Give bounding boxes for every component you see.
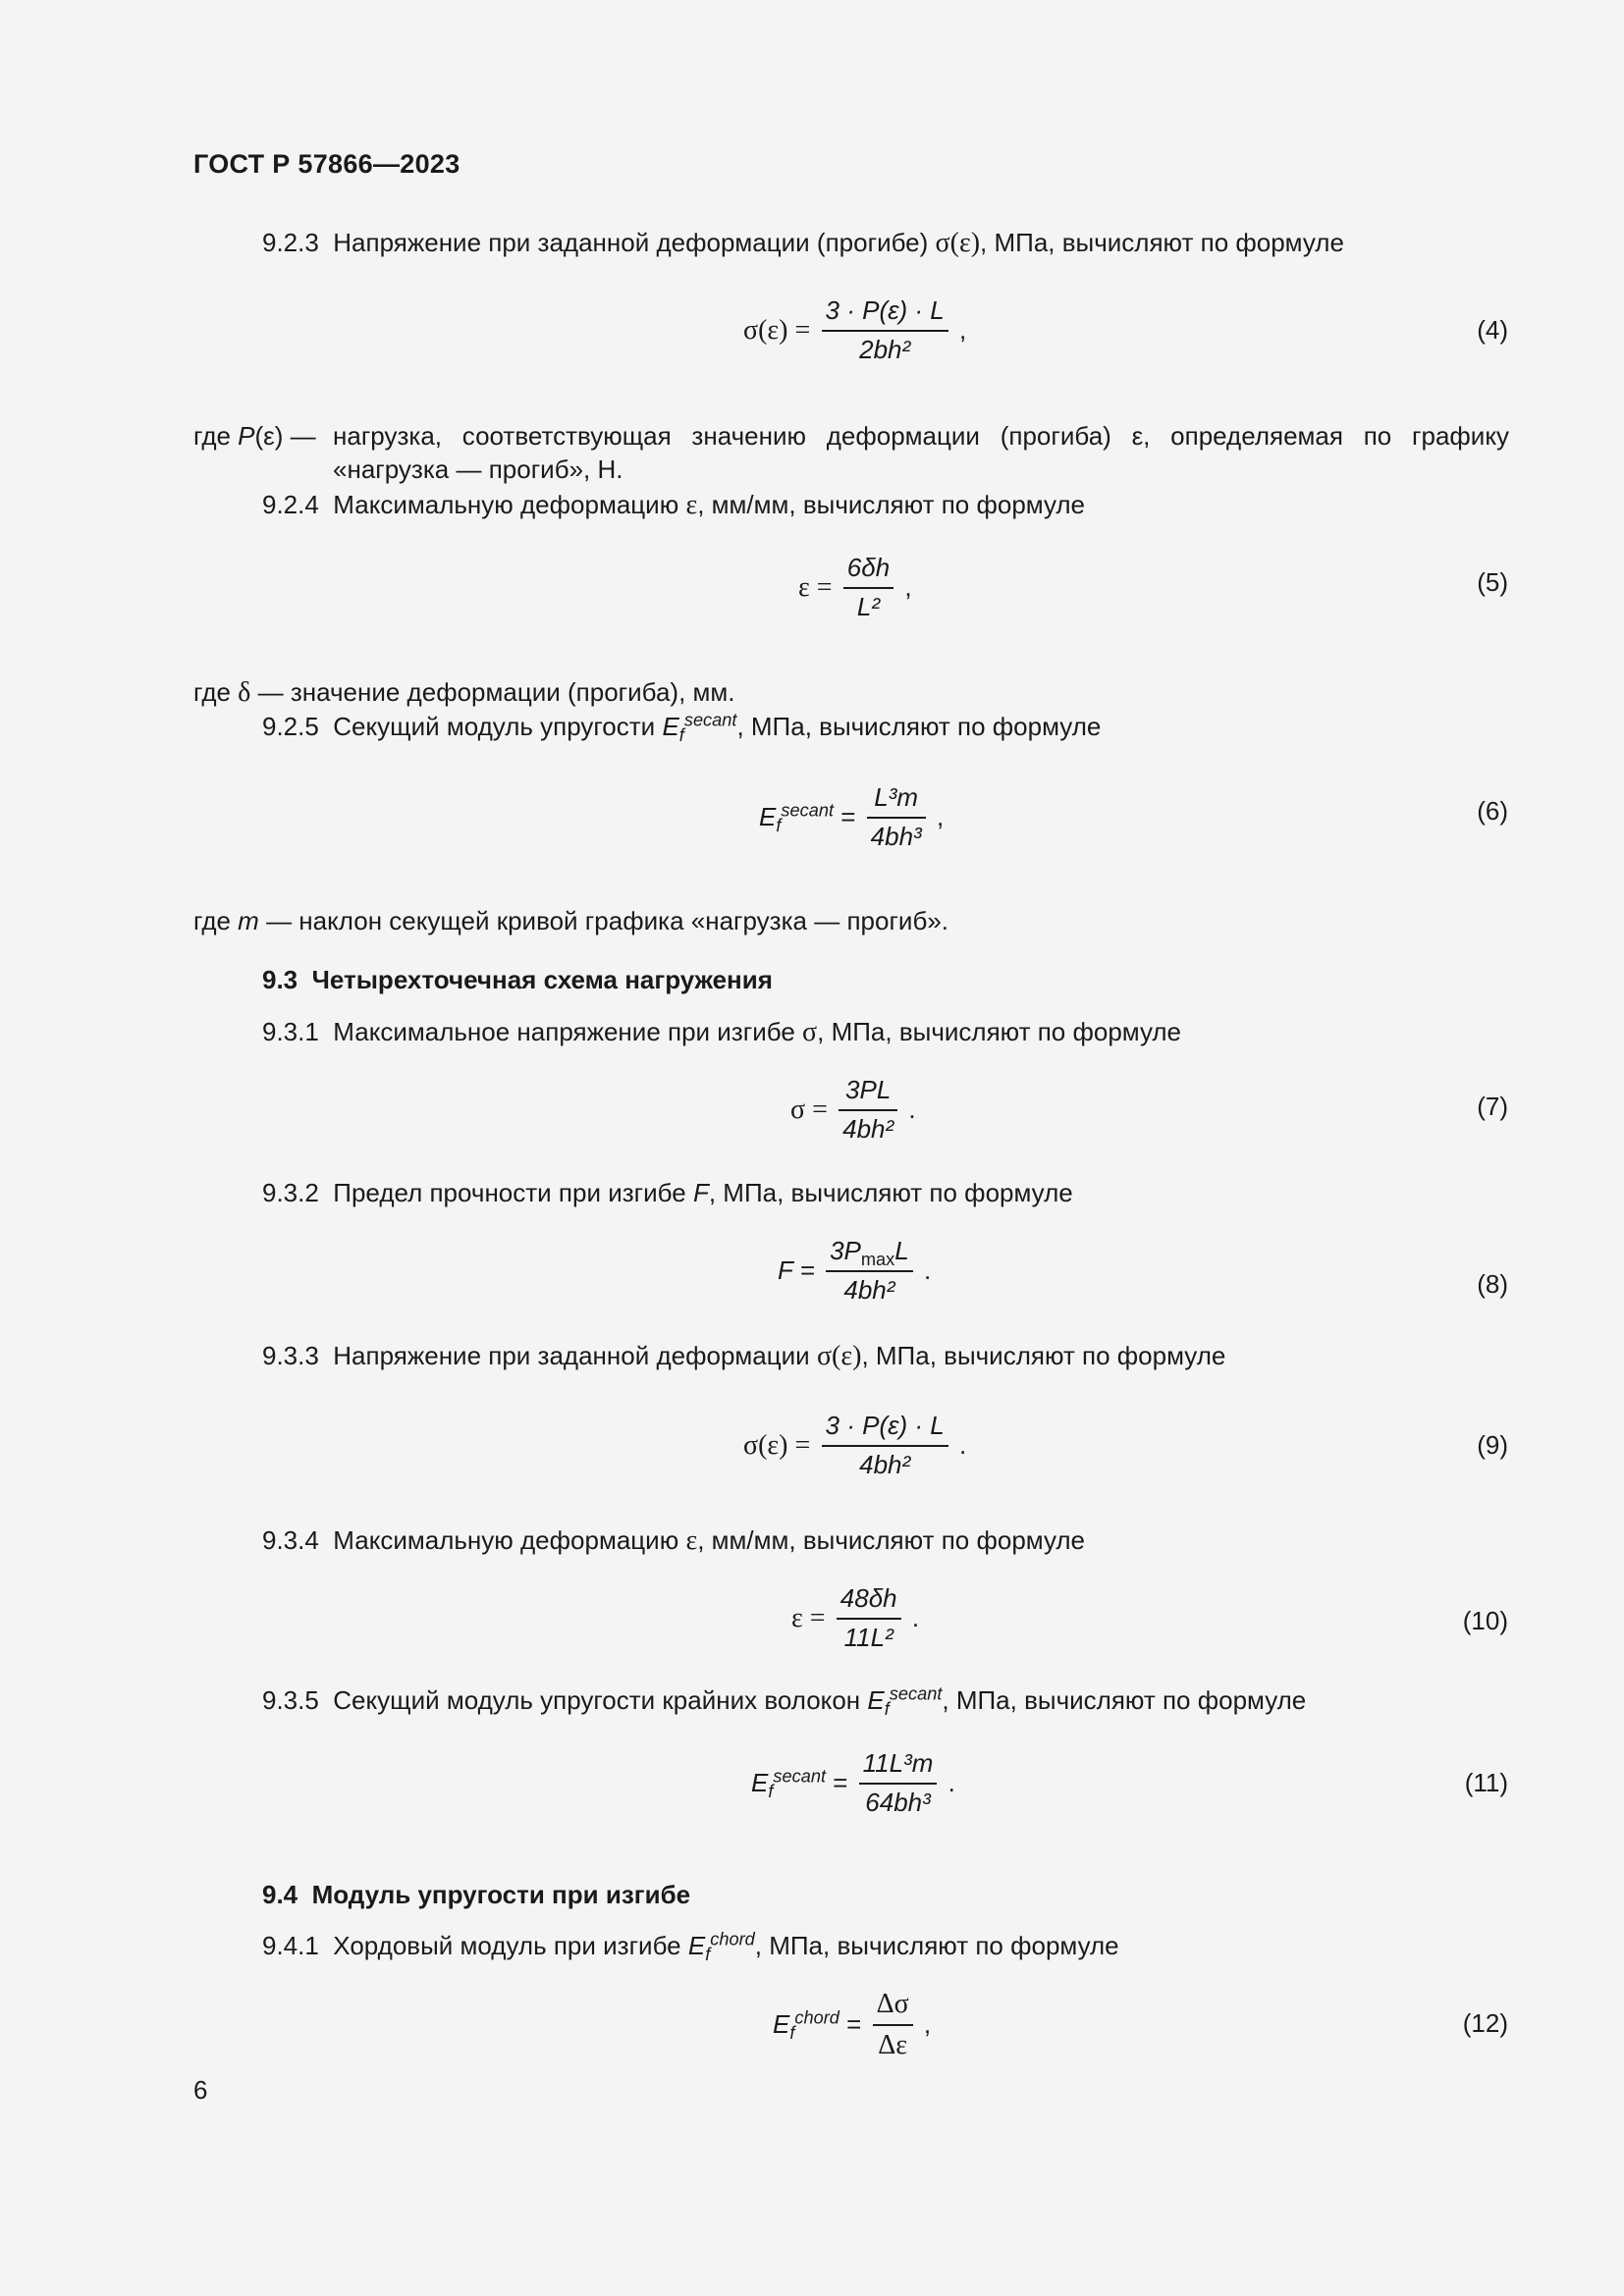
where-label: где bbox=[193, 677, 239, 707]
formula-numerator: $3P_{max}L$ bbox=[826, 1235, 913, 1272]
formula-lhs: ε = bbox=[791, 1602, 826, 1633]
clause-9-3-5 bbox=[262, 1684, 1306, 1718]
symbol: m bbox=[238, 906, 259, 935]
clause-number: 9.2.5 bbox=[262, 712, 319, 741]
formula-lhs: σ(ε) = bbox=[743, 314, 811, 346]
clause-9-2-3 bbox=[262, 226, 1344, 261]
clause-text: Секущий модуль упругости крайних волокон bbox=[333, 1685, 868, 1715]
clause-text: , МПа, вычисляют по формуле bbox=[861, 1341, 1226, 1370]
formula-4 bbox=[743, 294, 966, 367]
symbol: F bbox=[692, 1178, 709, 1207]
formula-numerator: 11L³m bbox=[859, 1747, 938, 1785]
equation-number: (7) bbox=[1477, 1092, 1508, 1121]
formula-punct: , bbox=[904, 571, 912, 602]
clause-number: 9.3.4 bbox=[262, 1525, 319, 1555]
formula-denominator: 2bh² bbox=[859, 334, 911, 364]
formula-9 bbox=[743, 1410, 966, 1482]
symbol-subscript: f bbox=[705, 1945, 711, 1965]
formula-fraction bbox=[873, 1987, 913, 2064]
where-delta-line bbox=[193, 675, 735, 711]
formula-punct: , bbox=[923, 2009, 932, 2040]
clause-text: , МПа, вычисляют по формуле bbox=[980, 228, 1344, 257]
formula-denominator: 11L² bbox=[843, 1622, 893, 1652]
equation-number: (4) bbox=[1477, 315, 1508, 345]
page-number: 6 bbox=[193, 2075, 208, 2105]
where-definition: — значение деформации (прогиба), мм. bbox=[250, 677, 735, 707]
equals-sign: = bbox=[840, 801, 856, 831]
symbol: σ(ε) bbox=[816, 1341, 862, 1371]
where-p-line bbox=[193, 420, 316, 454]
clause-9-2-4 bbox=[262, 488, 1085, 523]
formula-numerator: 3 · P(ε) · L bbox=[822, 294, 948, 332]
clause-9-3-3 bbox=[262, 1339, 1225, 1374]
formula-numerator: Δσ bbox=[873, 1987, 913, 2026]
symbol: ε bbox=[685, 1525, 698, 1556]
symbol: E bbox=[662, 712, 679, 741]
section-9-4-heading bbox=[262, 1879, 690, 1912]
formula-denominator: 4bh² bbox=[842, 1113, 894, 1144]
clause-text: , МПа, вычисляют по формуле bbox=[817, 1017, 1182, 1046]
clause-number: 9.3.1 bbox=[262, 1017, 319, 1046]
clause-text: , МПа, вычисляют по формуле bbox=[942, 1685, 1307, 1715]
equals-sign: = bbox=[846, 2009, 862, 2040]
formula-fraction bbox=[859, 1747, 938, 1820]
formula-numerator: 3PL bbox=[839, 1074, 897, 1111]
where-label: где bbox=[193, 906, 239, 935]
equation-number: (6) bbox=[1477, 796, 1508, 826]
formula-denominator: 64bh³ bbox=[865, 1787, 931, 1817]
symbol: P bbox=[238, 421, 255, 451]
symbol: σ(ε) bbox=[935, 228, 981, 258]
where-label: где bbox=[193, 421, 239, 451]
symbol-superscript: secant bbox=[889, 1683, 943, 1704]
formula-punct: , bbox=[936, 801, 945, 831]
clause-9-3-4 bbox=[262, 1523, 1085, 1559]
formula-6 bbox=[759, 781, 944, 854]
formula-denominator: L² bbox=[856, 591, 881, 621]
symbol: δ bbox=[238, 677, 251, 708]
clause-text: Хордовый модуль при изгибе bbox=[333, 1931, 688, 1960]
clause-number: 9.4.1 bbox=[262, 1931, 319, 1960]
formula-punct: . bbox=[958, 1429, 967, 1460]
formula-lhs: σ(ε) = bbox=[743, 1429, 811, 1461]
clause-text: , мм/мм, вычисляют по формуле bbox=[697, 490, 1086, 519]
formula-lhs: $E_f^{secant}$ bbox=[751, 1766, 826, 1802]
equation-number: (5) bbox=[1477, 567, 1508, 597]
formula-lhs: ε = bbox=[798, 571, 833, 603]
equation-number: (8) bbox=[1477, 1269, 1508, 1299]
clause-text: , МПа, вычисляют по формуле bbox=[736, 712, 1102, 741]
clause-text: Предел прочности при изгибе bbox=[333, 1178, 693, 1207]
symbol-superscript: secant bbox=[683, 710, 737, 730]
formula-punct: , bbox=[958, 314, 967, 345]
formula-lhs: $E_f^{secant}$ bbox=[759, 800, 834, 836]
symbol: E bbox=[867, 1685, 885, 1715]
formula-punct: . bbox=[923, 1255, 932, 1285]
symbol-subscript: f bbox=[884, 1699, 890, 1720]
section-number: 9.3 bbox=[262, 965, 298, 994]
clause-number: 9.2.4 bbox=[262, 490, 319, 519]
formula-denominator: 4bh² bbox=[859, 1449, 911, 1479]
equation-number: (12) bbox=[1462, 2008, 1508, 2038]
symbol: σ bbox=[802, 1017, 818, 1047]
section-title: Модуль упругости при изгибе bbox=[311, 1880, 691, 1909]
formula-numerator: 48δh bbox=[837, 1582, 901, 1620]
formula-lhs: $E_f^{chord}$ bbox=[773, 2007, 839, 2044]
formula-8 bbox=[778, 1235, 931, 1308]
formula-denominator: 4bh² bbox=[843, 1274, 895, 1305]
symbol: ε bbox=[685, 490, 698, 520]
clause-text: Напряжение при заданной деформации bbox=[333, 1341, 817, 1370]
dash: — bbox=[283, 421, 316, 451]
formula-fraction bbox=[839, 1074, 897, 1147]
equation-number: (9) bbox=[1477, 1430, 1508, 1460]
symbol-subscript: f bbox=[678, 725, 684, 746]
equals-sign: = bbox=[833, 1767, 848, 1797]
formula-lhs: F = bbox=[778, 1255, 815, 1285]
section-9-3-heading bbox=[262, 964, 773, 997]
equation-number: (10) bbox=[1462, 1606, 1508, 1635]
clause-text: Секущий модуль упругости bbox=[333, 712, 663, 741]
formula-fraction bbox=[837, 1582, 901, 1655]
formula-10 bbox=[791, 1582, 919, 1655]
clause-text: Максимальную деформацию bbox=[333, 490, 686, 519]
clause-number: 9.3.5 bbox=[262, 1685, 319, 1715]
formula-5 bbox=[798, 552, 912, 624]
formula-punct: . bbox=[908, 1094, 916, 1124]
formula-numerator: L³m bbox=[867, 781, 926, 819]
clause-text: Максимальную деформацию bbox=[333, 1525, 686, 1555]
where-m-line bbox=[193, 905, 948, 938]
formula-denominator: Δε bbox=[878, 2030, 907, 2061]
clause-text: Напряжение при заданной деформации (прогибе) bbox=[333, 228, 936, 257]
clause-9-3-2 bbox=[262, 1177, 1073, 1210]
section-number: 9.4 bbox=[262, 1880, 298, 1909]
equation-number: (11) bbox=[1464, 1768, 1508, 1797]
clause-9-3-1 bbox=[262, 1015, 1181, 1050]
clause-number: 9.3.2 bbox=[262, 1178, 319, 1207]
formula-denominator: 4bh³ bbox=[870, 821, 922, 851]
formula-12 bbox=[773, 1987, 931, 2064]
symbol-arg: (ε) bbox=[254, 421, 284, 451]
formula-fraction bbox=[822, 1410, 948, 1482]
formula-lhs: σ = bbox=[790, 1094, 828, 1125]
clause-text: , МПа, вычисляют по формуле bbox=[708, 1178, 1073, 1207]
clause-text: , МПа, вычисляют по формуле bbox=[754, 1931, 1119, 1960]
symbol-superscript: chord bbox=[710, 1929, 755, 1949]
formula-numerator: 6δh bbox=[843, 552, 893, 589]
section-title: Четырехточечная схема нагружения bbox=[311, 965, 773, 994]
formula-punct: . bbox=[911, 1602, 920, 1632]
formula-numerator: 3 · P(ε) · L bbox=[822, 1410, 948, 1447]
where-definition: — наклон секущей кривой графика «нагрузка — прогиб». bbox=[258, 906, 949, 935]
clause-text: , мм/мм, вычисляют по формуле bbox=[697, 1525, 1086, 1555]
clause-number: 9.3.3 bbox=[262, 1341, 319, 1370]
formula-punct: . bbox=[947, 1767, 955, 1797]
where-p-definition: нагрузка, соответствующая значению деформации (прогиба) ε, определяемая по графику «нагрузка — прогиб», Н. bbox=[333, 421, 1509, 484]
formula-11 bbox=[751, 1747, 955, 1820]
formula-fraction bbox=[867, 781, 926, 854]
formula-7 bbox=[790, 1074, 916, 1147]
document-header: ГОСТ Р 57866—2023 bbox=[193, 149, 460, 179]
formula-fraction bbox=[822, 294, 948, 367]
symbol: E bbox=[687, 1931, 706, 1960]
clause-text: Максимальное напряжение при изгибе bbox=[333, 1017, 803, 1046]
clause-number: 9.2.3 bbox=[262, 228, 319, 257]
clause-9-2-5 bbox=[262, 711, 1101, 744]
clause-9-4-1 bbox=[262, 1930, 1119, 1963]
formula-fraction bbox=[843, 552, 893, 624]
formula-fraction bbox=[826, 1235, 913, 1308]
